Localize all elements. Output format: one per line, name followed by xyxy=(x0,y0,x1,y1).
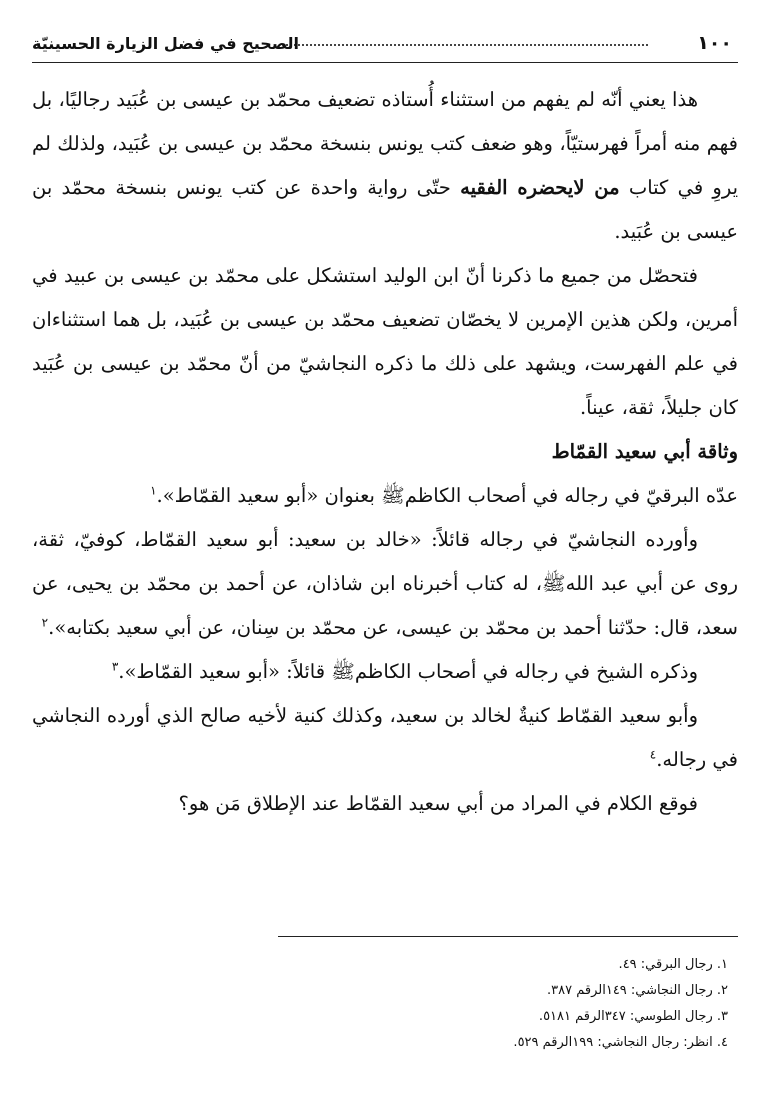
paragraph-3-text: عدّه البرقيّ في رجاله في أصحاب الكاظمﷺ بعنوان «أبو سعيد القمّاط». xyxy=(156,484,738,507)
paragraph-6 xyxy=(32,694,738,782)
footnote-ref-1[interactable]: ١ xyxy=(150,483,157,498)
page-number: ١٠٠ xyxy=(697,32,732,54)
paragraph-1 xyxy=(32,78,738,254)
running-title: الصحيح في فضل الزيارة الحسينيّة xyxy=(32,34,300,53)
paragraph-5 xyxy=(32,650,738,694)
paragraph-7: فوقع الكلام في المراد من أبي سعيد القمّاط عند الإطلاق مَن هو؟ xyxy=(178,792,698,815)
footnote-3: ٣. رجال الطوسي: ٣٤٧الرقم ٥١٨١. xyxy=(538,1009,728,1024)
footnote-ref-2[interactable]: ٢ xyxy=(41,615,49,630)
paragraph-3 xyxy=(32,474,738,518)
footnotes xyxy=(32,952,728,1056)
paragraph-1-text: هذا يعني أنّه لم يفهم من استثناء أُستاذه تضعيف محمّد بن عيسى بن عُبَيد رجاليًا، بل فهم منه أمراً فهرستيّاً، وهو ضعف كتب يونس بنسخة محمّد بن عيسى بن عُبَيد، ولذلك لم يروِ في كتاب xyxy=(32,88,739,199)
footnote-2: ٢. رجال النجاشي: ١٤٩الرقم ٣٨٧. xyxy=(547,983,728,998)
book-title-emphasis: من لايحضره الفقيه xyxy=(460,176,620,199)
footnote-ref-4[interactable]: ٤ xyxy=(649,747,657,762)
paragraph-2 xyxy=(32,254,738,430)
paragraph-2-text: فتحصّل من جميع ما ذكرنا أنّ ابن الوليد استشكل على محمّد بن عيسى بن عبيد في أمرين، ولكن هذين الإمرين لا يخصّان تضعيف محمّد بن عيسى بن عُبَيد، بل هما استثناءان في علم الفهرست، ويشهد على ذلك ما ذكره النجاشيّ من أنّ محمّد بن عيسى بن عُبَيد كان جليلاً، ثقة، عيناً. xyxy=(32,264,738,419)
paragraph-5-text: وذكره الشيخ في رجاله في أصحاب الكاظمﷺ قائلاً: «أبو سعيد القمّاط». xyxy=(118,660,698,683)
header-leader-dots xyxy=(282,44,648,46)
footnote-ref-3[interactable]: ٣ xyxy=(111,659,119,674)
paragraph-4-text: وأورده النجاشيّ في رجاله قائلاً: «خالد بن سعيد: أبو سعيد القمّاط، كوفيّ، ثقة، روى عن أبي عبد اللهﷺ، له كتاب أخبرناه ابن شاذان، عن أحمد بن محمّد بن يحيى، عن سعد، قال: حدّثنا أحمد بن محمّد بن عيسى، عن محمّد بن سِنان، عن أبي سعيد بكتابه». xyxy=(32,528,738,639)
footnote-4: ٤. انظر: رجال النجاشي: ١٩٩الرقم ٥٢٩. xyxy=(513,1035,728,1050)
footnote-1: ١. رجال البرقي: ٤٩. xyxy=(618,957,728,972)
paragraph-4 xyxy=(32,518,738,650)
paragraph-6-text: وأبو سعيد القمّاط كنيةٌ لخالد بن سعيد، وكذلك كنية لأخيه صالح الذي أورده النجاشي في رجاله. xyxy=(32,704,738,771)
page-body xyxy=(32,78,738,826)
section-heading: وثاقة أبي سعيد القمّاط xyxy=(551,440,738,463)
paragraph-1-end: حتّى رواية واحدة عن كتب يونس بنسخة محمّد بن عيسى بن عُبَيد. xyxy=(32,176,738,243)
page-header xyxy=(32,30,738,63)
footnote-separator xyxy=(278,936,738,937)
